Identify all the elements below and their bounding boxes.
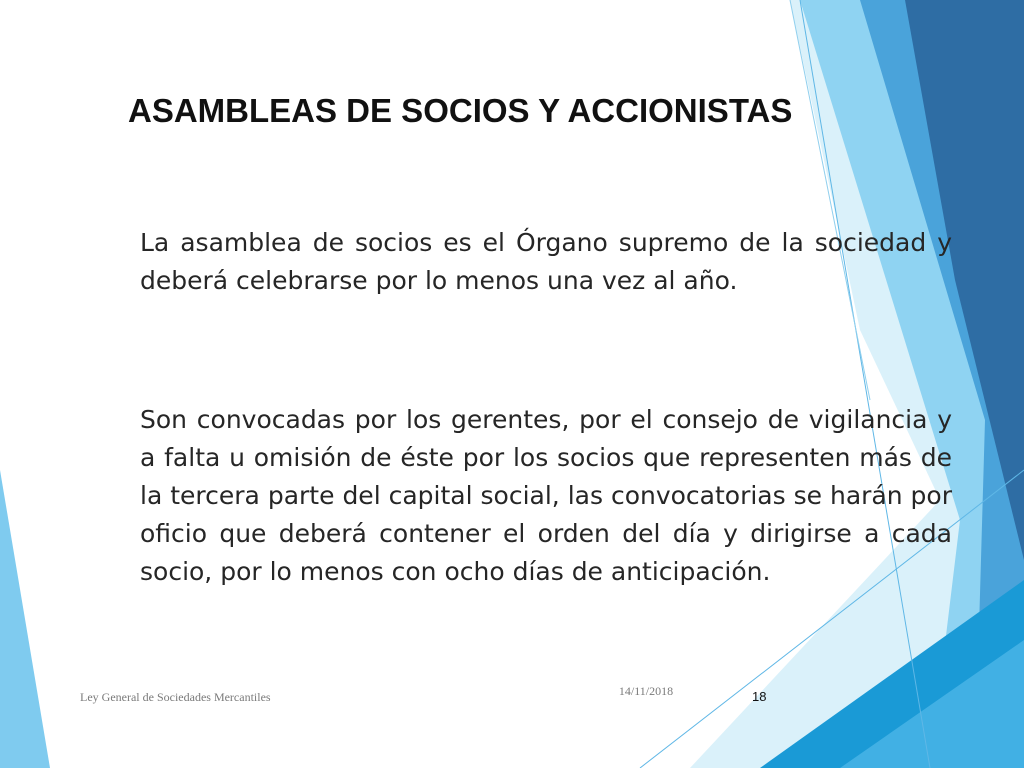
footer-date: 14/11/2018 — [618, 684, 674, 698]
slide-title: ASAMBLEAS DE SOCIOS Y ACCIONISTAS — [128, 92, 793, 129]
paragraph-1: La asamblea de socios es el Órgano supremo de la sociedad y deberá celebrarse por lo menos una vez al año. — [140, 228, 952, 295]
paragraph-2: Son convocadas por los gerentes, por el consejo de vigilancia y a falta u omisión de éste por los socios que representen más de la tercera parte del capital social, las convocatorias se harán por oficio que deberá contener el orden del día y dirigirse a cada socio, por lo menos con ocho días de anticipación. — [140, 405, 952, 586]
footer-text: Ley General de Sociedades Mercantiles — [80, 690, 271, 704]
page-number: 18 — [752, 689, 767, 704]
left-edge-wedge — [0, 470, 50, 768]
